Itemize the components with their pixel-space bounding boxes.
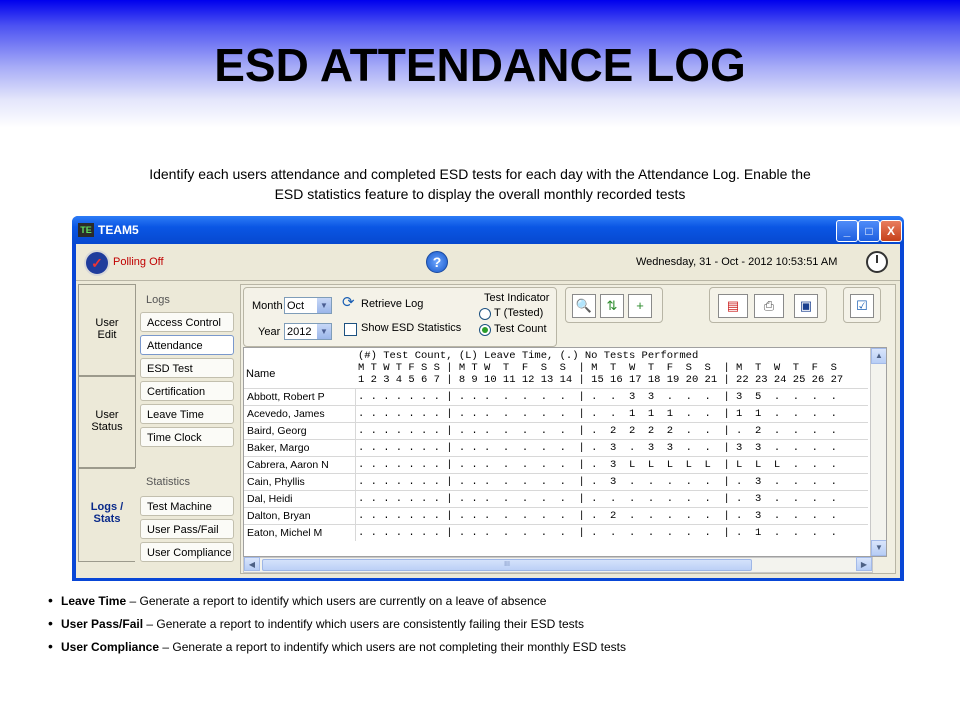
radio-tested-label: T (Tested) — [494, 307, 544, 319]
check-tools — [843, 287, 881, 323]
bullet-term: Leave Time — [61, 594, 127, 608]
scroll-grip: III — [504, 561, 510, 568]
nav-test-machine[interactable]: Test Machine — [140, 496, 234, 516]
indicator-label: Test Indicator — [484, 292, 550, 304]
bullet-text: – Generate a report to indentify which users are consistently failing their ESD tests — [143, 617, 584, 631]
row-data: . . . . . . . | . . . . . . . | . 3 L L L L L | L L L . . . — [358, 459, 837, 471]
table-row[interactable] — [244, 422, 868, 439]
month-label: Month — [252, 300, 283, 312]
bullet-leave-time — [48, 594, 928, 617]
month-select[interactable] — [284, 297, 332, 314]
checklist-icon[interactable]: ☑ — [850, 294, 874, 318]
nav-attendance[interactable]: Attendance — [140, 335, 234, 355]
bullet-text: – Generate a report to indentify which users are not completing their monthly ESD tests — [159, 640, 626, 654]
title-bar[interactable] — [72, 216, 904, 244]
radio-tested[interactable] — [479, 308, 491, 320]
bullet-term: User Pass/Fail — [61, 617, 144, 631]
client-area — [76, 244, 900, 578]
app-window — [72, 216, 904, 581]
table-row[interactable] — [244, 388, 868, 405]
row-data: . . . . . . . | . . . . . . . | . . 1 1 1 . . | 1 1 . . . . — [358, 408, 837, 420]
table-row[interactable] — [244, 456, 868, 473]
show-stats-label: Show ESD Statistics — [361, 322, 462, 334]
radio-test-count-label: Test Count — [494, 323, 547, 335]
help-icon[interactable]: ? — [426, 251, 448, 273]
close-button[interactable]: X — [880, 220, 902, 242]
vertical-scrollbar[interactable] — [870, 348, 887, 556]
name-column-header[interactable]: Name — [246, 368, 276, 380]
grid-legend: (#) Test Count, (L) Leave Time, (.) No Tests Performed — [358, 350, 699, 362]
bullet-user-compliance — [48, 640, 928, 663]
refresh-icon[interactable]: ⟳ — [342, 294, 355, 311]
polling-icon[interactable]: ✓ — [84, 250, 110, 276]
sync-icon[interactable]: ⇅ — [600, 294, 624, 318]
row-name: Cabrera, Aaron N — [244, 457, 356, 473]
nav-access-control[interactable]: Access Control — [140, 312, 234, 332]
table-row[interactable] — [244, 439, 868, 456]
tab-user-status[interactable] — [78, 376, 136, 468]
scroll-up-icon[interactable]: ▲ — [871, 348, 887, 364]
datetime-display: Wednesday, 31 - Oct - 2012 10:53:51 AM — [636, 256, 838, 268]
row-data: . . . . . . . | . . . . . . . | . . . . . . . | . 3 . . . . — [358, 493, 837, 505]
row-name: Abbott, Robert P — [244, 389, 356, 405]
nav-user-compliance[interactable]: User Compliance — [140, 542, 234, 562]
search-icon[interactable]: 🔍 — [572, 294, 596, 318]
feature-bullets — [48, 594, 928, 663]
row-name: Cain, Phyllis — [244, 474, 356, 490]
tab-logs-stats[interactable] — [78, 468, 135, 562]
days-header: M T W T F S S | M T W T F S S | M T W T F S S | M T W T F S — [358, 362, 837, 374]
tab-user-edit[interactable] — [78, 284, 136, 376]
row-data: . . . . . . . | . . . . . . . | . . . . . . . | . 1 . . . . — [358, 527, 837, 539]
app-logo-icon: TE — [78, 223, 94, 237]
chevron-down-icon[interactable]: ▼ — [317, 298, 331, 313]
slide-title: ESD ATTENDANCE LOG — [214, 39, 746, 91]
row-name: Dal, Heidi — [244, 491, 356, 507]
nav-panel — [136, 284, 236, 574]
intro-text — [90, 164, 870, 204]
row-data: . . . . . . . | . . . . . . . | . 3 . 3 3 . . | 3 3 . . . . — [358, 442, 837, 454]
tab-user-status-line1: User — [95, 409, 119, 421]
print-icon[interactable]: ⎙ — [754, 294, 784, 318]
attendance-grid — [243, 347, 887, 557]
maximize-button[interactable]: □ — [858, 220, 880, 242]
year-value: 2012 — [287, 326, 312, 338]
row-name: Dalton, Bryan — [244, 508, 356, 524]
intro-line-1: Identify each users attendance and completed ESD tests for each day with the Attendance Log. Enable the — [149, 166, 811, 182]
bullet-term: User Compliance — [61, 640, 160, 654]
report-icon[interactable]: ▤ — [718, 294, 748, 318]
add-icon[interactable]: + — [628, 294, 652, 318]
bullet-user-pass-fail — [48, 617, 928, 640]
scroll-thumb[interactable] — [262, 559, 752, 571]
intro-line-2: ESD statistics feature to display the overall monthly recorded tests — [274, 186, 686, 202]
year-label: Year — [258, 326, 281, 338]
row-name: Baker, Margo — [244, 440, 356, 456]
minimize-button[interactable]: _ — [836, 220, 858, 242]
nav-leave-time[interactable]: Leave Time — [140, 404, 234, 424]
scroll-left-icon[interactable]: ◀ — [244, 557, 260, 571]
nav-user-pass-fail[interactable]: User Pass/Fail — [140, 519, 234, 539]
output-tools — [709, 287, 827, 323]
scroll-down-icon[interactable]: ▼ — [871, 540, 887, 556]
table-row[interactable] — [244, 490, 868, 507]
clock-icon[interactable] — [866, 251, 888, 273]
show-stats-checkbox[interactable] — [344, 323, 357, 336]
month-value: Oct — [287, 300, 305, 312]
logs-header: Logs — [146, 294, 170, 306]
status-bar — [76, 244, 900, 281]
table-row[interactable] — [244, 524, 868, 541]
polling-label[interactable]: Polling Off — [113, 256, 164, 268]
table-row[interactable] — [244, 507, 868, 524]
table-row[interactable] — [244, 473, 868, 490]
nav-certification[interactable]: Certification — [140, 381, 234, 401]
row-data: . . . . . . . | . . . . . . . | . 2 . . . . . | . 3 . . . . — [358, 510, 837, 522]
radio-test-count[interactable] — [479, 324, 491, 336]
row-data: . . . . . . . | . . . . . . . | . 2 2 2 2 . . | . 2 . . . . — [358, 425, 837, 437]
chevron-down-icon[interactable]: ▼ — [317, 324, 331, 339]
search-tools — [565, 287, 663, 323]
app-title: TEAM5 — [98, 223, 139, 237]
year-select[interactable] — [284, 323, 332, 340]
main-area — [240, 284, 896, 574]
log-controls — [243, 287, 557, 347]
save-icon[interactable]: ▣ — [794, 294, 818, 318]
table-row[interactable] — [244, 405, 868, 422]
tab-user-edit-line2: Edit — [97, 329, 117, 341]
scroll-right-icon[interactable]: ▶ — [856, 557, 872, 571]
tab-user-edit-line1: User — [95, 317, 119, 329]
bullet-text: – Generate a report to identify which users are currently on a leave of absence — [126, 594, 547, 608]
row-name: Eaton, Michel M — [244, 525, 356, 541]
horizontal-scrollbar[interactable] — [243, 557, 873, 573]
row-name: Acevedo, James — [244, 406, 356, 422]
statistics-header: Statistics — [146, 476, 191, 488]
tab-user-status-line2: Status — [91, 421, 123, 433]
nav-time-clock[interactable]: Time Clock — [140, 427, 234, 447]
tab-logs-stats-line2: Stats — [93, 513, 121, 525]
row-data: . . . . . . . | . . . . . . . | . . 3 3 . . . | 3 5 . . . . — [358, 391, 837, 403]
tab-logs-stats-line1: Logs / — [90, 501, 124, 513]
retrieve-log-button[interactable]: Retrieve Log — [361, 298, 424, 310]
row-name: Baird, Georg — [244, 423, 356, 439]
nav-esd-test[interactable]: ESD Test — [140, 358, 234, 378]
row-data: . . . . . . . | . . . . . . . | . 3 . . . . . | . 3 . . . . — [358, 476, 837, 488]
dates-header: 1 2 3 4 5 6 7 | 8 9 10 11 12 13 14 | 15 16 17 18 19 20 21 | 22 23 24 25 26 27 — [358, 374, 844, 386]
